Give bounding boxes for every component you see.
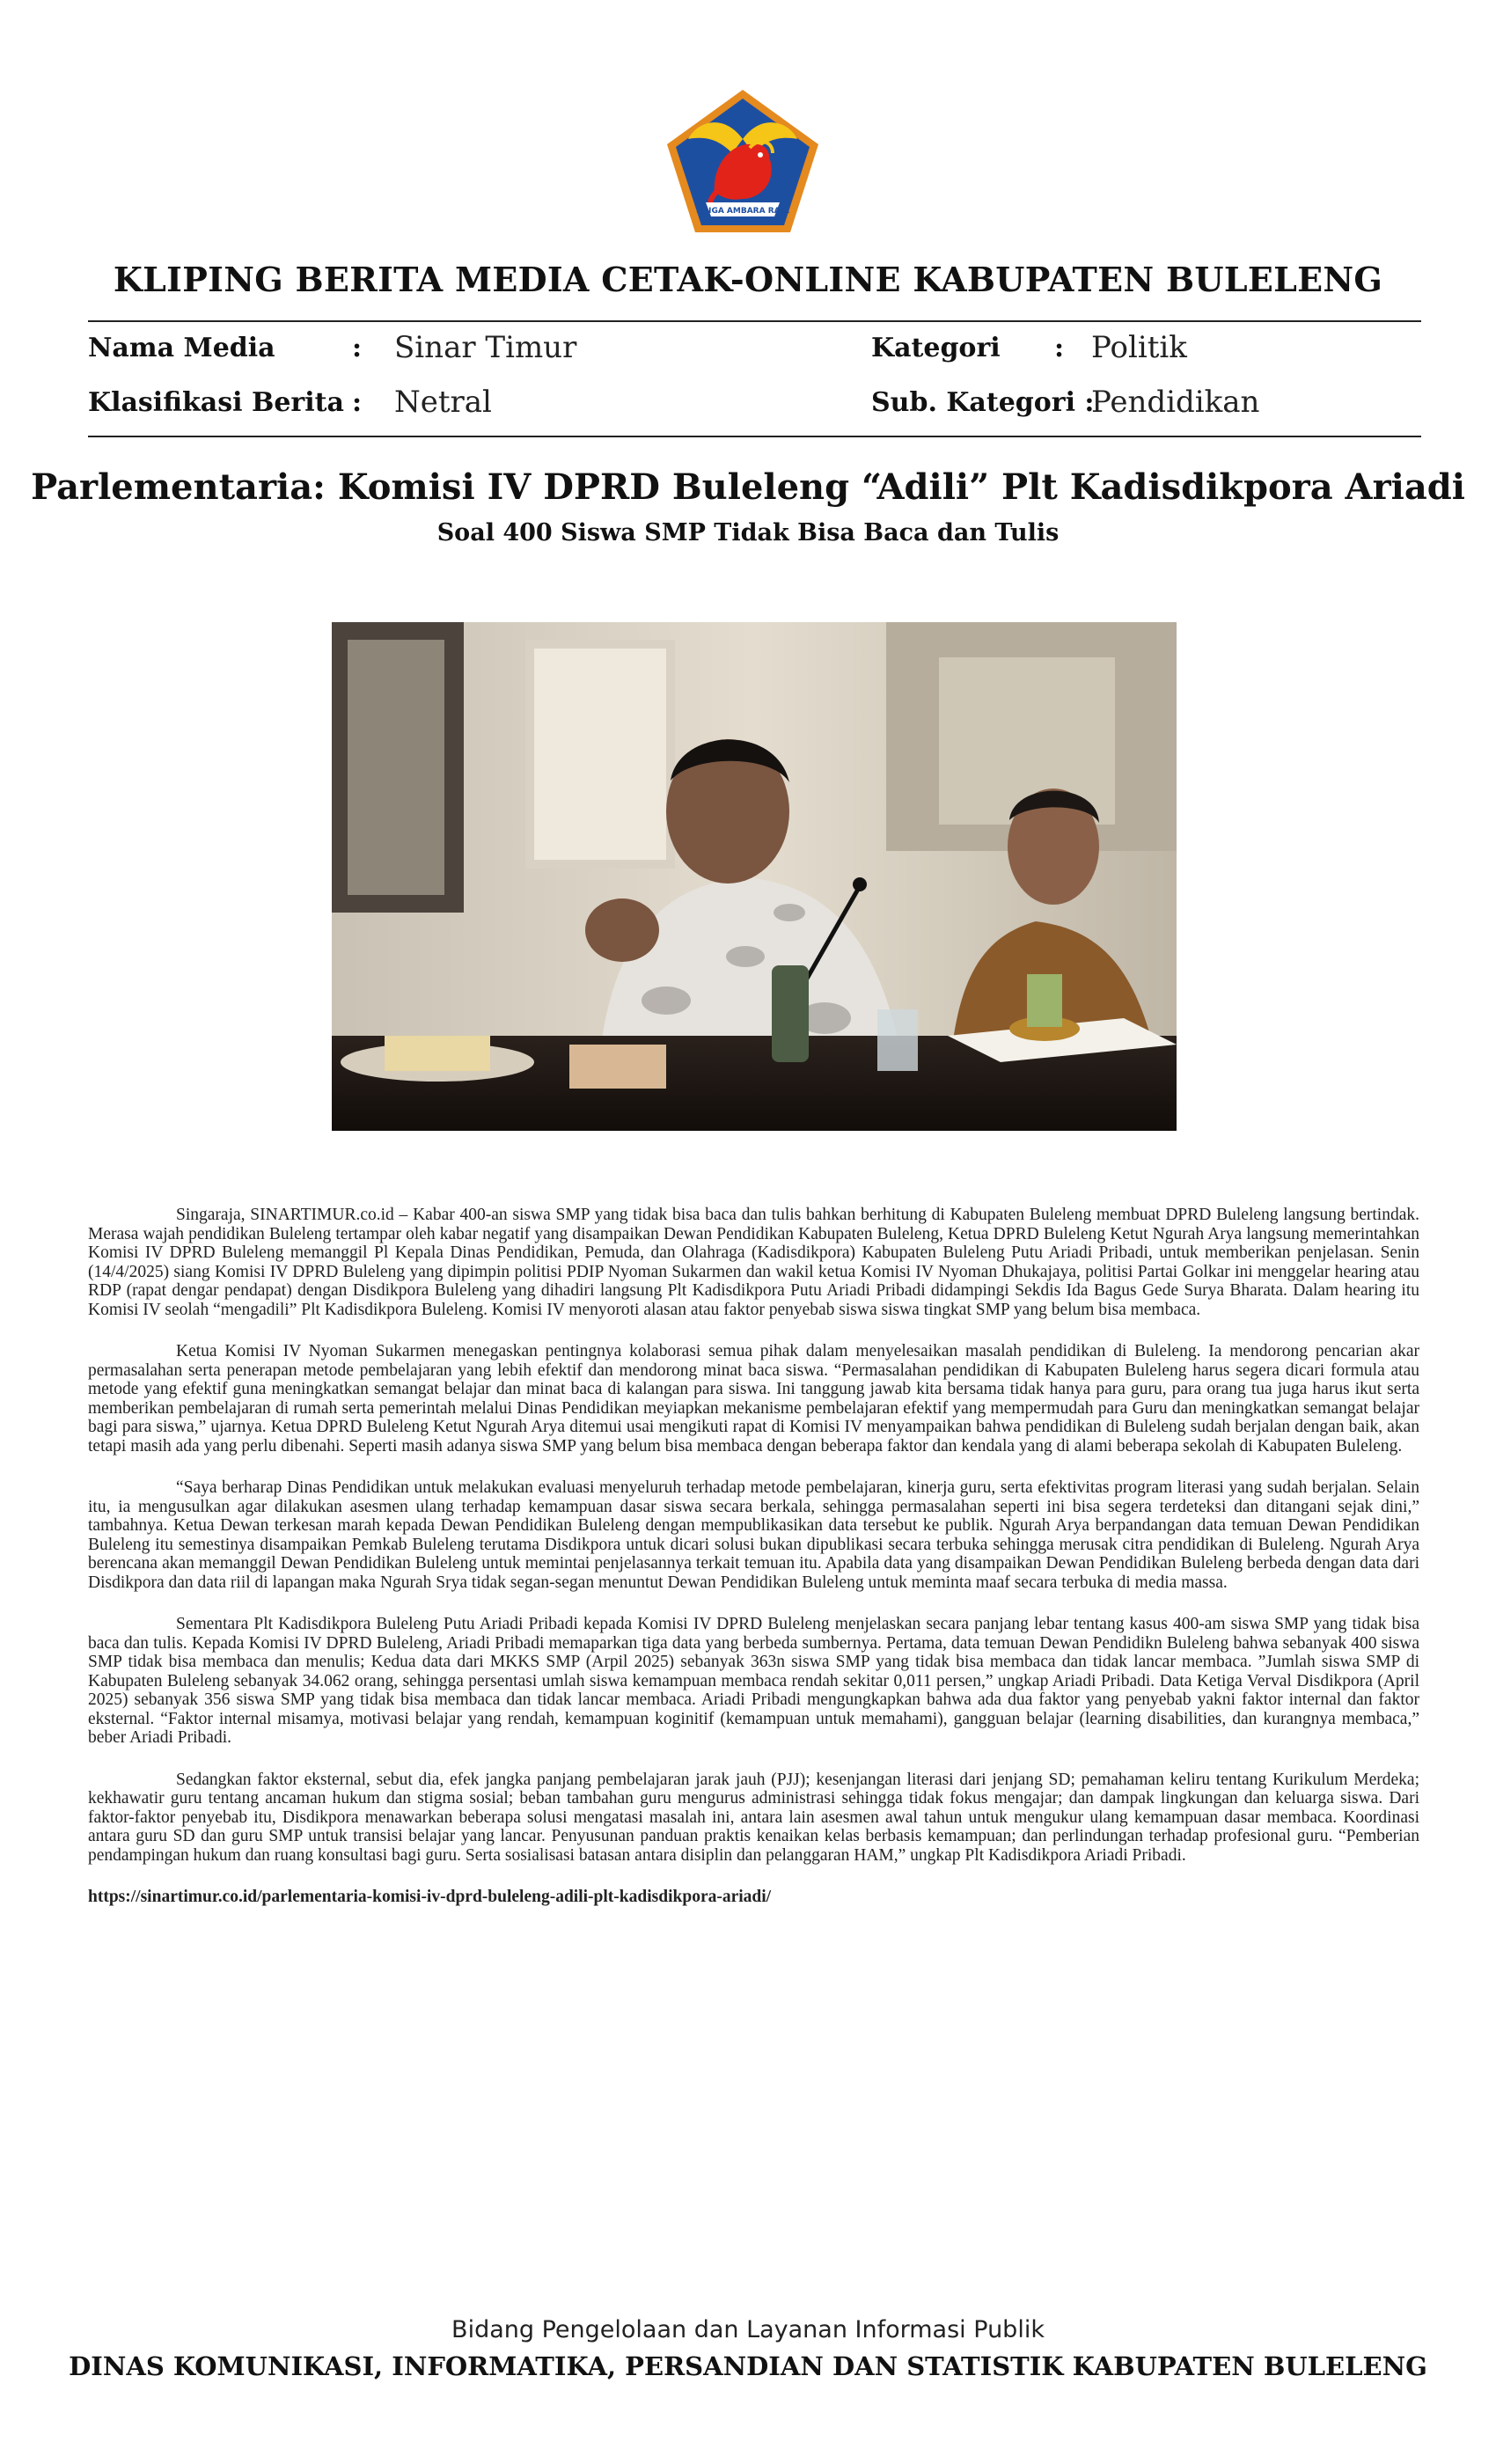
klasifikasi-value: Netral <box>394 385 492 420</box>
article-body <box>88 1206 1419 1930</box>
footer-agency: DINAS KOMUNIKASI, INFORMATIKA, PERSANDIAN DAN STATISTIK KABUPATEN BULELENG <box>69 2351 1427 2381</box>
kategori-value: Politik <box>1091 330 1187 365</box>
meeting-photo <box>332 622 1177 1131</box>
header-divider-bottom <box>88 436 1421 437</box>
media-label: Nama Media <box>88 333 275 363</box>
article-title: Parlementaria: Komisi IV DPRD Buleleng “Adili” Plt Kadisdikpora Ariadi <box>31 466 1465 508</box>
kategori-colon: : <box>1054 333 1065 363</box>
subkategori-label: Sub. Kategori : <box>871 387 1095 418</box>
buleleng-crest-icon <box>662 86 824 236</box>
article-subtitle: Soal 400 Siswa SMP Tidak Bisa Baca dan Tulis <box>436 519 1060 546</box>
source-link[interactable]: https://sinartimur.co.id/parlementaria-komisi-iv-dprd-buleleng-adili-plt-kadisdikpora-ariadi/ <box>88 1888 772 1906</box>
article-paragraph: Ketua Komisi IV Nyoman Sukarmen menegaskan pentingnya kolaborasi semua pihak dalam menyelesaikan masalah pendidikan di Buleleng. Ia mendorong pencarian akar permasalahan serta penerapan metode pembelajaran yang lebih efektif dan mendorong minat baca siswa. “Permasalahan pendidikan di Kabupaten Buleleng harus segera dicari formula atau metode yang efektif guna meningkatkan semangat belajar dan minat baca di kalangan para siswa. Ini tanggung jawab kita bersama tidak hanya para guru, para orang tua juga harus ikut serta memberikan pembelajaran di rumah serta pemerintah melalui Dinas Pendidikan meyiapkan mekanisme pembelajaran efektif yang mempermudah para Guru dan meningkatkan semangat belajar bagi para siswa,” ujarnya. Ketua DPRD Buleleng Ketut Ngurah Arya ditemui usai mengikuti rapat di Komisi IV menyampaikan bahwa pendidikan di Buleleng sudah berjalan dengan baik, akan tetapi masih ada yang perlu dibenahi. Seperti masih adanya siswa SMP yang belum bisa membaca dengan beberapa faktor dan kendala yang di alami beberapa sekolah di Kabupaten Buleleng. <box>88 1342 1419 1456</box>
media-value: Sinar Timur <box>394 330 577 365</box>
kategori-label: Kategori <box>871 333 1001 363</box>
media-colon: : <box>352 333 363 363</box>
article-paragraph: Sedangkan faktor eksternal, sebut dia, efek jangka panjang pembelajaran jarak jauh (PJJ); kesenjangan literasi dari jenjang SD; pemahaman keliru tentang Kurikulum Merdeka; kekhawatir guru tentang ancaman hukum dan stigma sosial; beban tambahan guru mengurus administrasi sehingga tidak fokus mengajar; dan dampak lingkungan dan keluarga siswa. Dari faktor-faktor penyebab itu, Disdikpora menawarkan beberapa solusi mengatasi masalah ini, antara lain asesmen awal tahun untuk mengukur ulang kemampuan dasar membaca. Koordinasi antara guru SD dan guru SMP untuk transisi belajar yang lancar. Penyusunan panduan praktis kenaikan kelas berbasis kemampuan; dan perlindungan terhadap profesional guru. “Pemberian pendampingan hukum dan ruang konsultasi bagi guru. Serta sosialisasi batasan antara disiplin dan pelanggaran HAM,” ungkap Plt Kadisdikpora Ariadi Pribadi. <box>88 1770 1419 1865</box>
subkategori-value: Pendidikan <box>1091 385 1260 420</box>
klasifikasi-label: Klasifikasi Berita <box>88 387 344 418</box>
header-title: KLIPING BERITA MEDIA CETAK-ONLINE KABUPATEN BULELENG <box>113 260 1383 299</box>
crest-caption: SINGA AMBARA RAJA <box>696 207 789 216</box>
article-paragraph: Singaraja, SINARTIMUR.co.id – Kabar 400-an siswa SMP yang tidak bisa baca dan tulis bahkan berhitung di Kabupaten Buleleng membuat DPRD Buleleng langsung bertindak. Merasa wajah pendidikan Buleleng tertampar oleh kabar negatif yang disampaikan Dewan Pendidikan Kabupaten Buleleng, Ketua DPRD Buleleng Ketut Ngurah Arya langsung memerintahkan Komisi IV DPRD Buleleng memanggil Pl Kepala Dinas Pendidikan, Pemuda, dan Olahraga (Kadisdikpora) Kabupaten Buleleng Putu Ariadi Pribadi, untuk memberikan penjelasan. Senin (14/4/2025) siang Komisi IV DPRD Buleleng yang dipimpin politisi PDIP Nyoman Sukarmen dan wakil ketua Komisi IV Nyoman Dhukajaya, politisi Partai Golkar ini menggelar hearing atau RDP (rapat dengar pendapat) dengan Disdikpora Buleleng yang dihadiri langsung Plt Kadisdikpora Putu Ariadi Pribadi didampingi Sekdis Ida Bagus Gede Surya Bharata. Dalam hearing itu Komisi IV seolah “mengadili” Plt Kadisdikpora Buleleng. Komisi IV menyoroti alasan atau faktor penyebab siswa siswa tingkat SMP yang belum bisa membaca. <box>88 1206 1419 1319</box>
article-paragraph: Sementara Plt Kadisdikpora Buleleng Putu Ariadi Pribadi kepada Komisi IV DPRD Buleleng menjelaskan secara panjang lebar tentang kasus 400-am siswa SMP yang tidak bisa baca dan tulis. Kepada Komisi IV DPRD Buleleng, Ariadi Pribadi memaparkan tiga data yang berbeda sumbernya. Pertama, data temuan Dewan Pendidikn Buleleng bahwa sebanyak 400 siswa SMP tidak bisa membaca dan menulis; Kedua data dari MKKS SMP (Arpil 2025) sebanyak 363n siswa SMP yang tidak bisa membaca dan tidak lancar membaca. ”Jumlah siswa SMP di Kabupaten Buleleng sebanyak 34.062 orang, sehingga persentasi umlah siswa kemampuan membaca rendah sekitar 0,011 persen,” ungkap Ariadi Pribadi. Data Ketiga Verval Disdikpora (April 2025) sebanyak 356 siswa SMP yang tidak bisa membaca dan tidak lancar membaca. Ariadi Pribadi mengungkapkan bahwa ada dua faktor yang penyebab yakni faktor internal dan faktor eksternal. “Faktor internal misamya, motivasi belajar yang rendah, kemampuan koginitif (kemampuan untuk memahami), gangguan belajar (learning disabilities, dan kurangnya membaca,” beber Ariadi Pribadi. <box>88 1615 1419 1747</box>
article-paragraph: “Saya berharap Dinas Pendidikan untuk melakukan evaluasi menyeluruh terhadap metode pembelajaran, kinerja guru, serta efektivitas program literasi yang sudah berjalan. Selain itu, ia mengusulkan agar dilakukan asesmen ulang terhadap kemampuan dasar siswa secara berkala, sehingga permasalahan seperti ini bisa segera terdeteksi dan ditangani sejak dini,” tambahnya. Ketua Dewan terkesan marah kepada Dewan Pendidikan Buleleng dengan mempublikasikan data tersebut ke publik. Ngurah Arya berpandangan data temuan Dewan Pendidikan Buleleng itu semestinya disampaikan Pemkab Buleleng terutama Disdikpora untuk dicari solusi bukan dipublikasi secara terbuka sehingga merusak citra pendidikan di Buleleng. Ngurah Arya berencana akan memanggil Dewan Pendidikan Buleleng untuk memintai penjelasannya terkait temuan itu. Apabila data yang disampaikan Dewan Pendidikan Buleleng berbeda dengan data dari Disdikpora dan data riil di lapangan maka Ngurah Srya tidak segan-segan menuntut Dewan Pendidikan Buleleng untuk meminta maaf secara terbuka di media massa. <box>88 1478 1419 1592</box>
footer-department: Bidang Pengelolaan dan Layanan Informasi Publik <box>451 2316 1045 2343</box>
klasifikasi-colon: : <box>352 387 363 418</box>
header-divider-top <box>88 320 1421 322</box>
